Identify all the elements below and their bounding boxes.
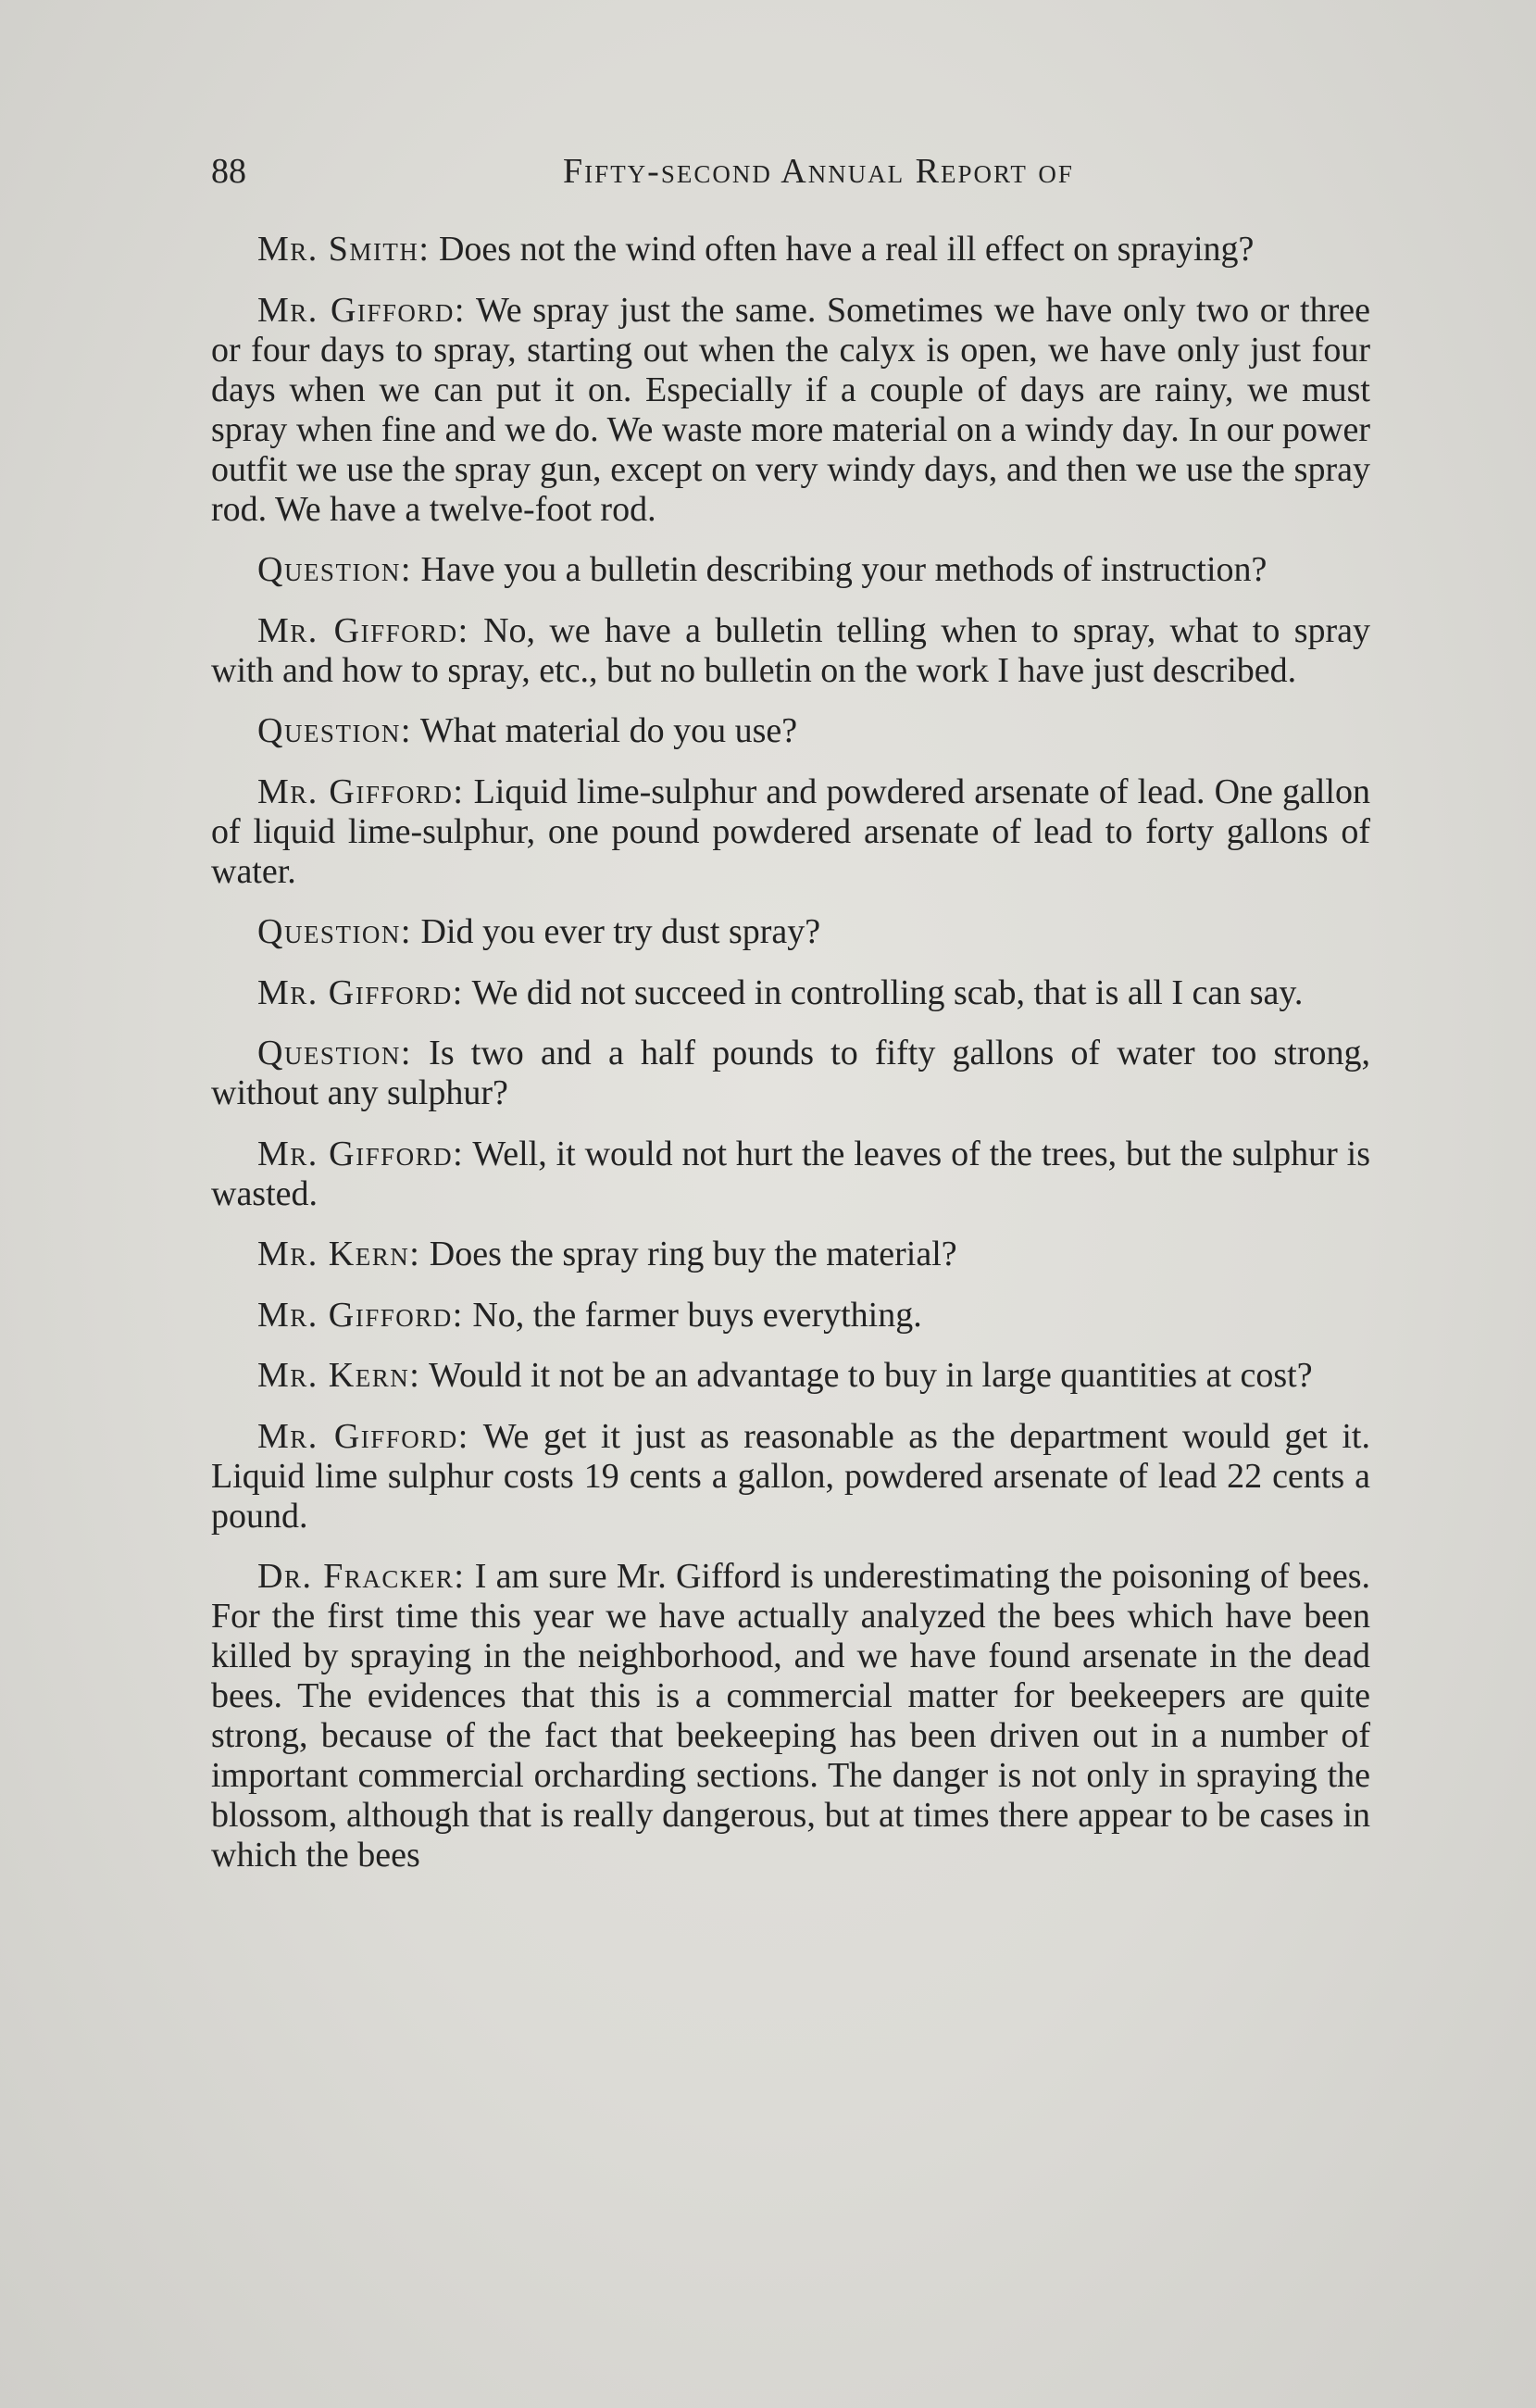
speaker-name: Mr. Gifford: <box>257 1416 469 1456</box>
dialogue-paragraph <box>211 230 1370 270</box>
speaker-name: Mr. Gifford: <box>257 610 469 650</box>
dialogue-paragraph <box>211 1034 1370 1113</box>
page-number: 88 <box>211 152 246 191</box>
speaker-name: Question: <box>257 550 412 589</box>
dialogue-paragraph <box>211 611 1370 691</box>
paragraph-text: No, the farmer buys everything. <box>472 1295 922 1335</box>
paragraph-text: Does not the wind often have a real ill effect on spraying? <box>438 230 1255 269</box>
speaker-name: Question: <box>257 1034 412 1072</box>
paragraph-text: Would it not be an advantage to buy in large quantities at cost? <box>429 1356 1313 1395</box>
paragraph-text: Did you ever try dust spray? <box>420 912 821 951</box>
dialogue-paragraph <box>211 711 1370 751</box>
dialogue-paragraph <box>211 1135 1370 1214</box>
speaker-name: Mr. Smith: <box>257 230 431 269</box>
dialogue-paragraph <box>211 1557 1370 1875</box>
dialogue-paragraph <box>211 291 1370 530</box>
speaker-name: Mr. Kern: <box>257 1356 421 1395</box>
page-body <box>211 230 1370 1897</box>
dialogue-paragraph <box>211 973 1370 1013</box>
speaker-name: Mr. Gifford: <box>257 1134 465 1173</box>
running-head: Fifty-second Annual Report of <box>563 152 1074 191</box>
speaker-name: Dr. Fracker: <box>257 1557 466 1596</box>
dialogue-paragraph <box>211 1356 1370 1396</box>
speaker-name: Mr. Gifford: <box>257 771 465 811</box>
paragraph-text: Liquid lime-sulphur and powdered arsenate of lead. One gallon of liquid lime-sulphur, one pound powdered arsenate of lead to forty gallons of water. <box>211 771 1370 891</box>
dialogue-paragraph <box>211 1235 1370 1274</box>
speaker-name: Mr. Kern: <box>257 1235 421 1273</box>
paragraph-text: We spray just the same. Sometimes we have only two or three or four days to spray, starting out when the calyx is open, we have only just four days when we can put it on. Especially if a couple of days are rainy, we must spray when fine and we do. We waste more material on a windy day. In our power outfit we use the spray gun, except on very windy days, and then we use the spray rod. We have a twelve-foot rod. <box>211 290 1370 529</box>
paragraph-text: Does the spray ring buy the material? <box>429 1235 957 1273</box>
speaker-name: Mr. Gifford: <box>257 290 466 330</box>
page-header <box>211 148 1370 194</box>
speaker-name: Question: <box>257 912 412 951</box>
paragraph-text: No, we have a bulletin telling when to spray, what to spray with and how to spray, etc., but no bulletin on the work I have just described. <box>211 610 1371 690</box>
paragraph-text: We did not succeed in controlling scab, that is all I can say. <box>471 972 1304 1012</box>
dialogue-paragraph <box>211 550 1370 590</box>
paragraph-text: I am sure Mr. Gifford is underestimating the poisoning of bees. For the first time this year we have actually analyzed the bees which have been killed by spraying in the neighborhood, and we have found arsenate in the dead bees. The evidences that this is a commercial matter for beekeepers are quite strong, because of the fact that beekeeping has been driven out in a number of important commercial orcharding sections. The danger is not only in spraying the blossom, although that is really dangerous, but at times there appear to be cases in which the bees <box>211 1557 1370 1875</box>
paragraph-text: Is two and a half pounds to fifty gallons of water too strong, without any sulphur? <box>211 1034 1371 1112</box>
speaker-name: Mr. Gifford: <box>257 972 464 1012</box>
dialogue-paragraph <box>211 912 1370 952</box>
dialogue-paragraph <box>211 1296 1370 1336</box>
paragraph-text: Well, it would not hurt the leaves of the trees, but the sulphur is wasted. <box>211 1134 1370 1213</box>
speaker-name: Question: <box>257 711 412 750</box>
paragraph-text: What material do you use? <box>419 711 798 750</box>
dialogue-paragraph <box>211 1417 1370 1536</box>
paragraph-text: Have you a bulletin describing your methods of instruction? <box>420 550 1268 589</box>
paragraph-text: We get it just as reasonable as the department would get it. Liquid lime sulphur costs 19 cents a gallon, powdered arsenate of lead 22 cents a pound. <box>211 1416 1370 1536</box>
dialogue-paragraph <box>211 772 1370 892</box>
speaker-name: Mr. Gifford: <box>257 1295 464 1335</box>
